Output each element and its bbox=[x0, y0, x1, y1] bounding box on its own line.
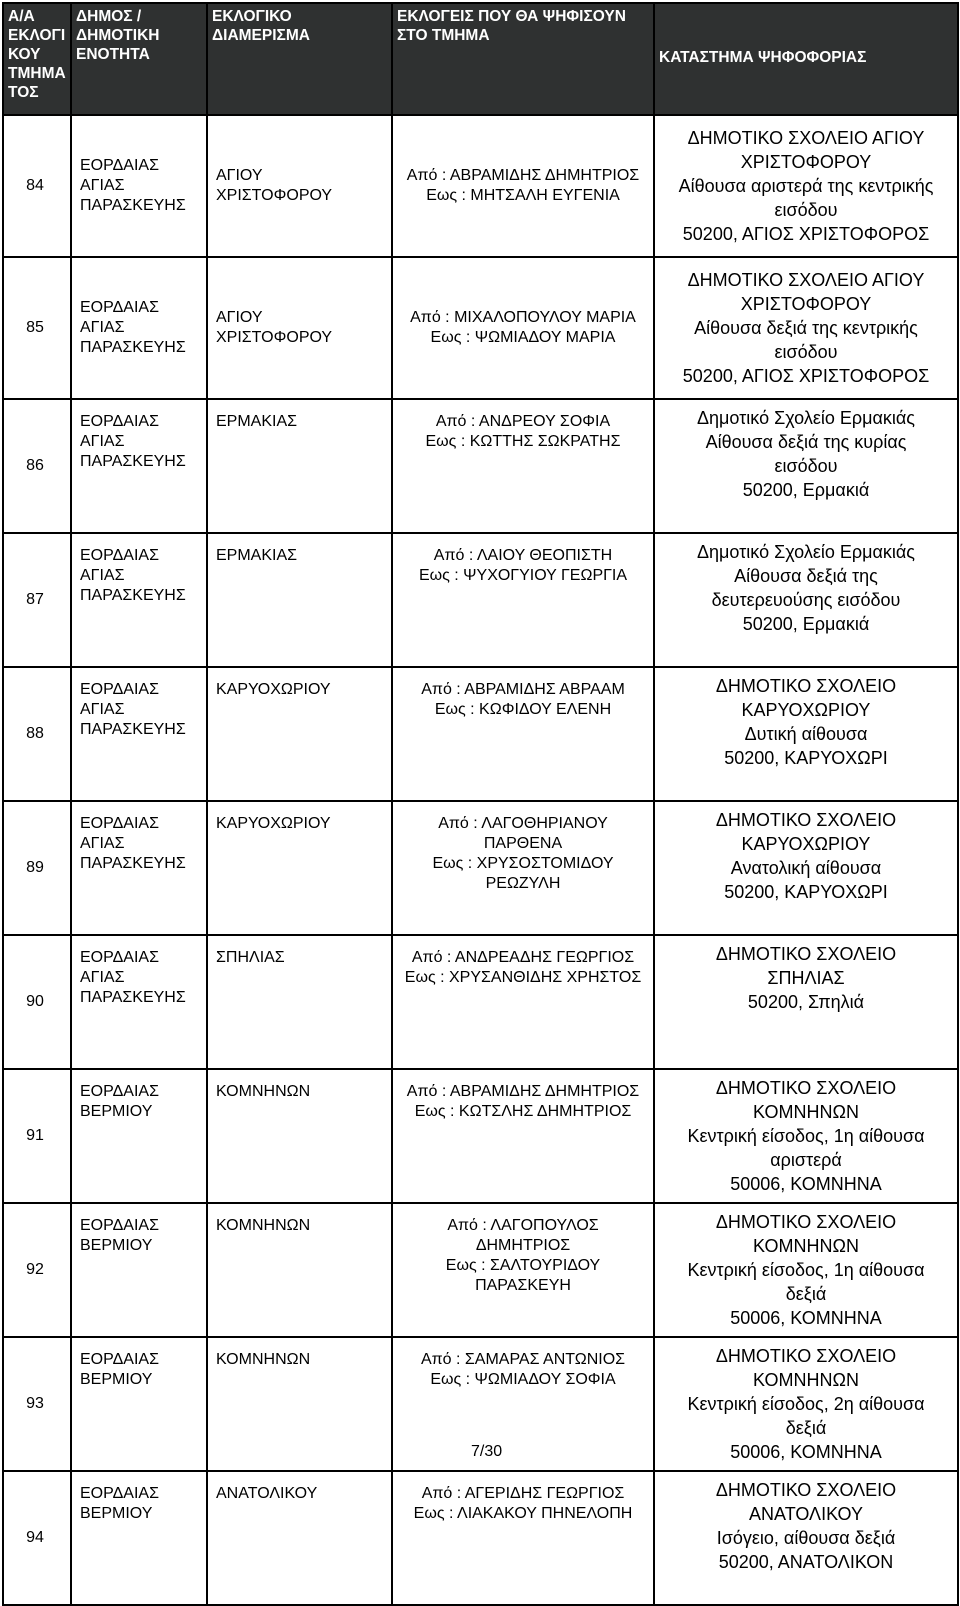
cell-section-number: 87 bbox=[3, 533, 71, 667]
text-line: ΧΡΙΣΤΟΦΟΡΟΥ bbox=[740, 152, 872, 172]
cell-polling-location bbox=[654, 533, 958, 667]
cell-district bbox=[207, 1337, 392, 1471]
text-line: ΕΡΜΑΚΙΑΣ bbox=[216, 547, 298, 564]
text-line: Από : ΑΝΔΡΕΑΔΗΣ ΓΕΩΡΓΙΟΣ bbox=[411, 949, 635, 966]
cell-section-number: 91 bbox=[3, 1069, 71, 1203]
text-line: ΑΝΑΤΟΛΙΚΟΥ bbox=[216, 1485, 318, 1502]
text-line: ΣΠΗΛΙΑΣ bbox=[216, 949, 285, 966]
text-line: ΠΑΡΑΣΚΕΥΗΣ bbox=[80, 855, 186, 872]
text-line: ΔΗΜΟΤΙΚΗ bbox=[76, 27, 160, 44]
cell-municipality bbox=[71, 1337, 207, 1471]
cell-district bbox=[207, 935, 392, 1069]
text-line: ΠΑΡΑΣΚΕΥΗΣ bbox=[80, 721, 186, 738]
text-line: Κεντρική είσοδος, 1η αίθουσα bbox=[687, 1260, 925, 1280]
text-line: 50200, Ερμακιά bbox=[742, 480, 870, 500]
text-line: ΠΑΡΑΣΚΕΥΗΣ bbox=[80, 339, 186, 356]
text-line: ΕΟΡΔΑΙΑΣ bbox=[80, 681, 159, 698]
text-line: ΕΟΡΔΑΙΑΣ bbox=[80, 1217, 159, 1234]
text-line: ΑΓΙΑΣ bbox=[80, 701, 125, 718]
text-line: Κεντρική είσοδος, 2η αίθουσα bbox=[687, 1394, 925, 1414]
text-line: ΡΕΩΖΥΛΗ bbox=[485, 875, 561, 892]
cell-section-number: 89 bbox=[3, 801, 71, 935]
cell-voters bbox=[392, 801, 654, 935]
cell-municipality bbox=[71, 399, 207, 533]
text-line: 50200, ΚΑΡΥΟΧΩΡΙ bbox=[724, 882, 888, 902]
text-line: Από : ΛΑΙΟΥ ΘΕΟΠΙΣΤΗ bbox=[433, 547, 613, 564]
header-district bbox=[207, 3, 392, 115]
cell-municipality bbox=[71, 801, 207, 935]
text-line: ΑΓΙΑΣ bbox=[80, 433, 125, 450]
cell-voters bbox=[392, 257, 654, 399]
text-line: Αίθουσα δεξιά της bbox=[734, 566, 878, 586]
text-line: Από : ΛΑΓΟΠΟΥΛΟΣ bbox=[447, 1217, 599, 1234]
text-line: αριστερά bbox=[770, 1150, 842, 1170]
text-line: Εως : ΚΩΤΣΛΗΣ ΔΗΜΗΤΡΙΟΣ bbox=[414, 1103, 632, 1120]
cell-district bbox=[207, 533, 392, 667]
text-line: Εως : ΛΙΑΚΑΚΟΥ ΠΗΝΕΛΟΠΗ bbox=[413, 1505, 633, 1522]
text-line: ΔΗΜΟΤΙΚΟ ΣΧΟΛΕΙΟ bbox=[715, 944, 897, 964]
text-line: Εως : ΨΩΜΙΑΔΟΥ ΣΟΦΙΑ bbox=[430, 1371, 616, 1388]
text-line: εισόδου bbox=[774, 456, 838, 476]
text-line: Εως : ΚΩΤΤΗΣ ΣΩΚΡΑΤΗΣ bbox=[425, 433, 621, 450]
cell-district bbox=[207, 1203, 392, 1337]
header-num bbox=[3, 3, 71, 115]
text-line: ΚΟΜΝΗΝΩΝ bbox=[753, 1102, 859, 1122]
cell-polling-location bbox=[654, 935, 958, 1069]
cell-polling-location bbox=[654, 1069, 958, 1203]
text-line: Εως : ΨΩΜΙΑΔΟΥ ΜΑΡΙΑ bbox=[430, 329, 616, 346]
cell-municipality bbox=[71, 1069, 207, 1203]
text-line: ΔΙΑΜΕΡΙΣΜΑ bbox=[212, 27, 310, 44]
text-line: Ανατολική αίθουσα bbox=[730, 858, 882, 878]
table-row bbox=[3, 115, 958, 257]
cell-municipality bbox=[71, 1471, 207, 1605]
cell-voters bbox=[392, 1069, 654, 1203]
text-line: ΑΓΙΟΥ bbox=[216, 167, 263, 184]
text-line: Εως : ΧΡΥΣΟΣΤΟΜΙΔΟΥ bbox=[432, 855, 614, 872]
table-row bbox=[3, 1069, 958, 1203]
cell-polling-location bbox=[654, 1203, 958, 1337]
text-line: 50200, ΑΓΙΟΣ ΧΡΙΣΤΟΦΟΡΟΣ bbox=[682, 366, 930, 386]
table-row bbox=[3, 801, 958, 935]
cell-voters bbox=[392, 1471, 654, 1605]
table-header bbox=[3, 3, 958, 115]
cell-municipality bbox=[71, 257, 207, 399]
cell-voters bbox=[392, 1337, 654, 1471]
table-row bbox=[3, 533, 958, 667]
text-line: 50200, Σπηλιά bbox=[747, 992, 865, 1012]
text-line: ΔΗΜΟΤΙΚΟ ΣΧΟΛΕΙΟ bbox=[715, 810, 897, 830]
cell-section-number: 88 bbox=[3, 667, 71, 801]
text-line: δεξιά bbox=[785, 1284, 827, 1304]
cell-section-number: 94 bbox=[3, 1471, 71, 1605]
text-line: ΣΤΟ ΤΜΗΜΑ bbox=[397, 27, 490, 44]
text-line: ΕΟΡΔΑΙΑΣ bbox=[80, 1485, 159, 1502]
header-voters bbox=[392, 3, 654, 115]
text-line: Από : ΑΓΕΡΙΔΗΣ ΓΕΩΡΓΙΟΣ bbox=[421, 1485, 625, 1502]
text-line: Ισόγειο, αίθουσα δεξιά bbox=[716, 1528, 896, 1548]
polling-stations-table bbox=[2, 2, 959, 1606]
text-line: Εως : ΣΑΛΤΟΥΡΙΔΟΥ bbox=[445, 1257, 601, 1274]
text-line: ΒΕΡΜΙΟΥ bbox=[80, 1371, 153, 1388]
text-line: ΔΗΜΟΤΙΚΟ ΣΧΟΛΕΙΟ bbox=[715, 1346, 897, 1366]
text-line: 50006, ΚΟΜΝΗΝΑ bbox=[730, 1308, 882, 1328]
text-line: 50200, Ερμακιά bbox=[742, 614, 870, 634]
text-line: ΕΟΡΔΑΙΑΣ bbox=[80, 1351, 159, 1368]
text-line: ΕΟΡΔΑΙΑΣ bbox=[80, 157, 159, 174]
cell-polling-location bbox=[654, 1337, 958, 1471]
text-line: ΧΡΙΣΤΟΦΟΡΟΥ bbox=[216, 329, 333, 346]
cell-municipality bbox=[71, 935, 207, 1069]
cell-section-number: 84 bbox=[3, 115, 71, 257]
text-line: εισόδου bbox=[774, 200, 838, 220]
text-line: Από : ΜΙΧΑΛΟΠΟΥΛΟΥ ΜΑΡΙΑ bbox=[410, 309, 636, 326]
table-row bbox=[3, 1203, 958, 1337]
text-line: ΑΓΙΑΣ bbox=[80, 835, 125, 852]
text-line: Από : ΣΑΜΑΡΑΣ ΑΝΤΩΝΙΟΣ bbox=[420, 1351, 626, 1368]
text-line: ΑΓΙΟΥ bbox=[216, 309, 263, 326]
text-line: ΔΗΜΟΤΙΚΟ ΣΧΟΛΕΙΟ ΑΓΙΟΥ bbox=[687, 128, 925, 148]
text-line: Εως : ΜΗΤΣΑΛΗ ΕΥΓΕΝΙΑ bbox=[426, 187, 620, 204]
text-line: εισόδου bbox=[774, 342, 838, 362]
text-line: ΔΗΜΟΣ / bbox=[76, 8, 142, 25]
text-line: Αίθουσα δεξιά της κεντρικής bbox=[694, 318, 918, 338]
cell-municipality bbox=[71, 115, 207, 257]
text-line: ΠΑΡΑΣΚΕΥΗΣ bbox=[80, 587, 186, 604]
cell-voters bbox=[392, 667, 654, 801]
cell-district bbox=[207, 399, 392, 533]
cell-section-number: 86 bbox=[3, 399, 71, 533]
text-line: Από : ΑΒΡΑΜΙΔΗΣ ΔΗΜΗΤΡΙΟΣ bbox=[406, 1083, 640, 1100]
text-line: ΧΡΙΣΤΟΦΟΡΟΥ bbox=[740, 294, 872, 314]
text-line: ΤΜΗΜΑ bbox=[8, 65, 66, 82]
text-line: ΣΠΗΛΙΑΣ bbox=[767, 968, 845, 988]
cell-polling-location bbox=[654, 257, 958, 399]
text-line: ΕΝΟΤΗΤΑ bbox=[76, 46, 150, 63]
cell-voters bbox=[392, 1203, 654, 1337]
cell-municipality bbox=[71, 1203, 207, 1337]
text-line: ΚΟΜΝΗΝΩΝ bbox=[216, 1351, 311, 1368]
text-line: 50006, ΚΟΜΝΗΝΑ bbox=[730, 1442, 882, 1462]
text-line: ΚΟΜΝΗΝΩΝ bbox=[753, 1236, 859, 1256]
text-line: ΑΓΙΑΣ bbox=[80, 567, 125, 584]
text-line: ΔΗΜΟΤΙΚΟ ΣΧΟΛΕΙΟ bbox=[715, 1212, 897, 1232]
text-line: ΠΑΡΘΕΝΑ bbox=[483, 835, 563, 852]
cell-voters bbox=[392, 935, 654, 1069]
cell-section-number: 90 bbox=[3, 935, 71, 1069]
text-line: 50200, ΑΝΑΤΟΛΙΚΟΝ bbox=[718, 1552, 894, 1572]
text-line: Δημοτικό Σχολείο Ερμακιάς bbox=[697, 542, 915, 562]
text-line: ΕΟΡΔΑΙΑΣ bbox=[80, 1083, 159, 1100]
text-line: ΠΑΡΑΣΚΕΥΗ bbox=[475, 1277, 571, 1294]
text-line: 50200, ΑΓΙΟΣ ΧΡΙΣΤΟΦΟΡΟΣ bbox=[682, 224, 930, 244]
table-row bbox=[3, 1471, 958, 1605]
text-line: ΚΟΜΝΗΝΩΝ bbox=[216, 1083, 311, 1100]
cell-district bbox=[207, 1069, 392, 1203]
text-line: Από : ΑΒΡΑΜΙΔΗΣ ΑΒΡΑΑΜ bbox=[421, 681, 625, 698]
text-line: Δημοτικό Σχολείο Ερμακιάς bbox=[697, 408, 915, 428]
text-line: ΕΟΡΔΑΙΑΣ bbox=[80, 815, 159, 832]
text-line: ΕΚΛΟΓΙΚΟ bbox=[212, 8, 292, 25]
header-location bbox=[654, 3, 958, 115]
text-line: Από : ΛΑΓΟΘΗΡΙΑΝΟΥ bbox=[438, 815, 608, 832]
text-line: ΒΕΡΜΙΟΥ bbox=[80, 1103, 153, 1120]
text-line: ΚΑΡΥΟΧΩΡΙΟΥ bbox=[741, 700, 871, 720]
cell-district bbox=[207, 115, 392, 257]
text-line: ΚΑΡΥΟΧΩΡΙΟΥ bbox=[741, 834, 871, 854]
text-line: Α/Α bbox=[8, 8, 35, 25]
text-line: ΚΟΥ bbox=[8, 46, 41, 63]
text-line: ΔΗΜΟΤΙΚΟ ΣΧΟΛΕΙΟ ΑΓΙΟΥ bbox=[687, 270, 925, 290]
text-line: ΑΓΙΑΣ bbox=[80, 319, 125, 336]
text-line: ΚΟΜΝΗΝΩΝ bbox=[753, 1370, 859, 1390]
text-line: 50200, ΚΑΡΥΟΧΩΡΙ bbox=[724, 748, 888, 768]
text-line: ΑΓΙΑΣ bbox=[80, 969, 125, 986]
text-line: ΒΕΡΜΙΟΥ bbox=[80, 1237, 153, 1254]
text-line: ΕΟΡΔΑΙΑΣ bbox=[80, 949, 159, 966]
text-line: ΔΗΜΟΤΙΚΟ ΣΧΟΛΕΙΟ bbox=[715, 676, 897, 696]
text-line: ΔΗΜΗΤΡΙΟΣ bbox=[475, 1237, 571, 1254]
text-line: ΠΑΡΑΣΚΕΥΗΣ bbox=[80, 197, 186, 214]
cell-section-number: 85 bbox=[3, 257, 71, 399]
text-line: Εως : ΨΥΧΟΓΥΙΟΥ ΓΕΩΡΓΙΑ bbox=[418, 567, 628, 584]
text-line: ΕΟΡΔΑΙΑΣ bbox=[80, 299, 159, 316]
text-line: ΕΚΛΟΓΙ bbox=[8, 27, 66, 44]
header-municipality bbox=[71, 3, 207, 115]
table-row bbox=[3, 667, 958, 801]
cell-municipality bbox=[71, 667, 207, 801]
cell-section-number: 93 bbox=[3, 1337, 71, 1471]
text-line: ΚΑΡΥΟΧΩΡΙΟΥ bbox=[216, 815, 331, 832]
text-line: ΧΡΙΣΤΟΦΟΡΟΥ bbox=[216, 187, 333, 204]
cell-voters bbox=[392, 115, 654, 257]
cell-district bbox=[207, 667, 392, 801]
text-line: Δυτική αίθουσα bbox=[744, 724, 868, 744]
table-row bbox=[3, 935, 958, 1069]
text-line: Από : ΑΝΔΡΕΟΥ ΣΟΦΙΑ bbox=[435, 413, 611, 430]
cell-voters bbox=[392, 533, 654, 667]
text-line: ΔΗΜΟΤΙΚΟ ΣΧΟΛΕΙΟ bbox=[715, 1078, 897, 1098]
text-line: ΕΡΜΑΚΙΑΣ bbox=[216, 413, 298, 430]
table-body bbox=[3, 115, 958, 1605]
text-line: Κεντρική είσοδος, 1η αίθουσα bbox=[687, 1126, 925, 1146]
text-line: ΕΚΛΟΓΕΙΣ ΠΟΥ ΘΑ ΨΗΦΙΣΟΥΝ bbox=[397, 8, 626, 25]
text-line: δευτερευούσης εισόδου bbox=[711, 590, 901, 610]
text-line: Εως : ΚΩΦΙΔΟΥ ΕΛΕΝΗ bbox=[434, 701, 612, 718]
cell-polling-location bbox=[654, 115, 958, 257]
cell-district bbox=[207, 257, 392, 399]
text-line: ΕΟΡΔΑΙΑΣ bbox=[80, 547, 159, 564]
text-line: Αίθουσα δεξιά της κυρίας bbox=[705, 432, 907, 452]
cell-district bbox=[207, 1471, 392, 1605]
text-line: ΤΟΣ bbox=[8, 84, 39, 101]
text-line: ΠΑΡΑΣΚΕΥΗΣ bbox=[80, 989, 186, 1006]
text-line: Εως : ΧΡΥΣΑΝΘΙΔΗΣ ΧΡΗΣΤΟΣ bbox=[404, 969, 642, 986]
cell-district bbox=[207, 801, 392, 935]
text-line: ΑΝΑΤΟΛΙΚΟΥ bbox=[749, 1504, 863, 1524]
cell-voters bbox=[392, 399, 654, 533]
page-number: 7/30 bbox=[471, 1443, 503, 1460]
cell-polling-location bbox=[654, 801, 958, 935]
text-line: ΚΑΤΑΣΤΗΜΑ ΨΗΦΟΦΟΡΙΑΣ bbox=[659, 49, 867, 66]
text-line: Αίθουσα αριστερά της κεντρικής bbox=[678, 176, 934, 196]
text-line: Από : ΑΒΡΑΜΙΔΗΣ ΔΗΜΗΤΡΙΟΣ bbox=[406, 167, 640, 184]
text-line: ΚΑΡΥΟΧΩΡΙΟΥ bbox=[216, 681, 331, 698]
text-line: δεξιά bbox=[785, 1418, 827, 1438]
text-line: ΚΟΜΝΗΝΩΝ bbox=[216, 1217, 311, 1234]
text-line: ΠΑΡΑΣΚΕΥΗΣ bbox=[80, 453, 186, 470]
text-line: ΔΗΜΟΤΙΚΟ ΣΧΟΛΕΙΟ bbox=[715, 1480, 897, 1500]
cell-municipality bbox=[71, 533, 207, 667]
text-line: 50006, ΚΟΜΝΗΝΑ bbox=[730, 1174, 882, 1194]
text-line: ΑΓΙΑΣ bbox=[80, 177, 125, 194]
cell-polling-location bbox=[654, 399, 958, 533]
cell-section-number: 92 bbox=[3, 1203, 71, 1337]
cell-polling-location bbox=[654, 667, 958, 801]
cell-polling-location bbox=[654, 1471, 958, 1605]
table-row bbox=[3, 399, 958, 533]
text-line: ΕΟΡΔΑΙΑΣ bbox=[80, 413, 159, 430]
table-row bbox=[3, 257, 958, 399]
text-line: ΒΕΡΜΙΟΥ bbox=[80, 1505, 153, 1522]
